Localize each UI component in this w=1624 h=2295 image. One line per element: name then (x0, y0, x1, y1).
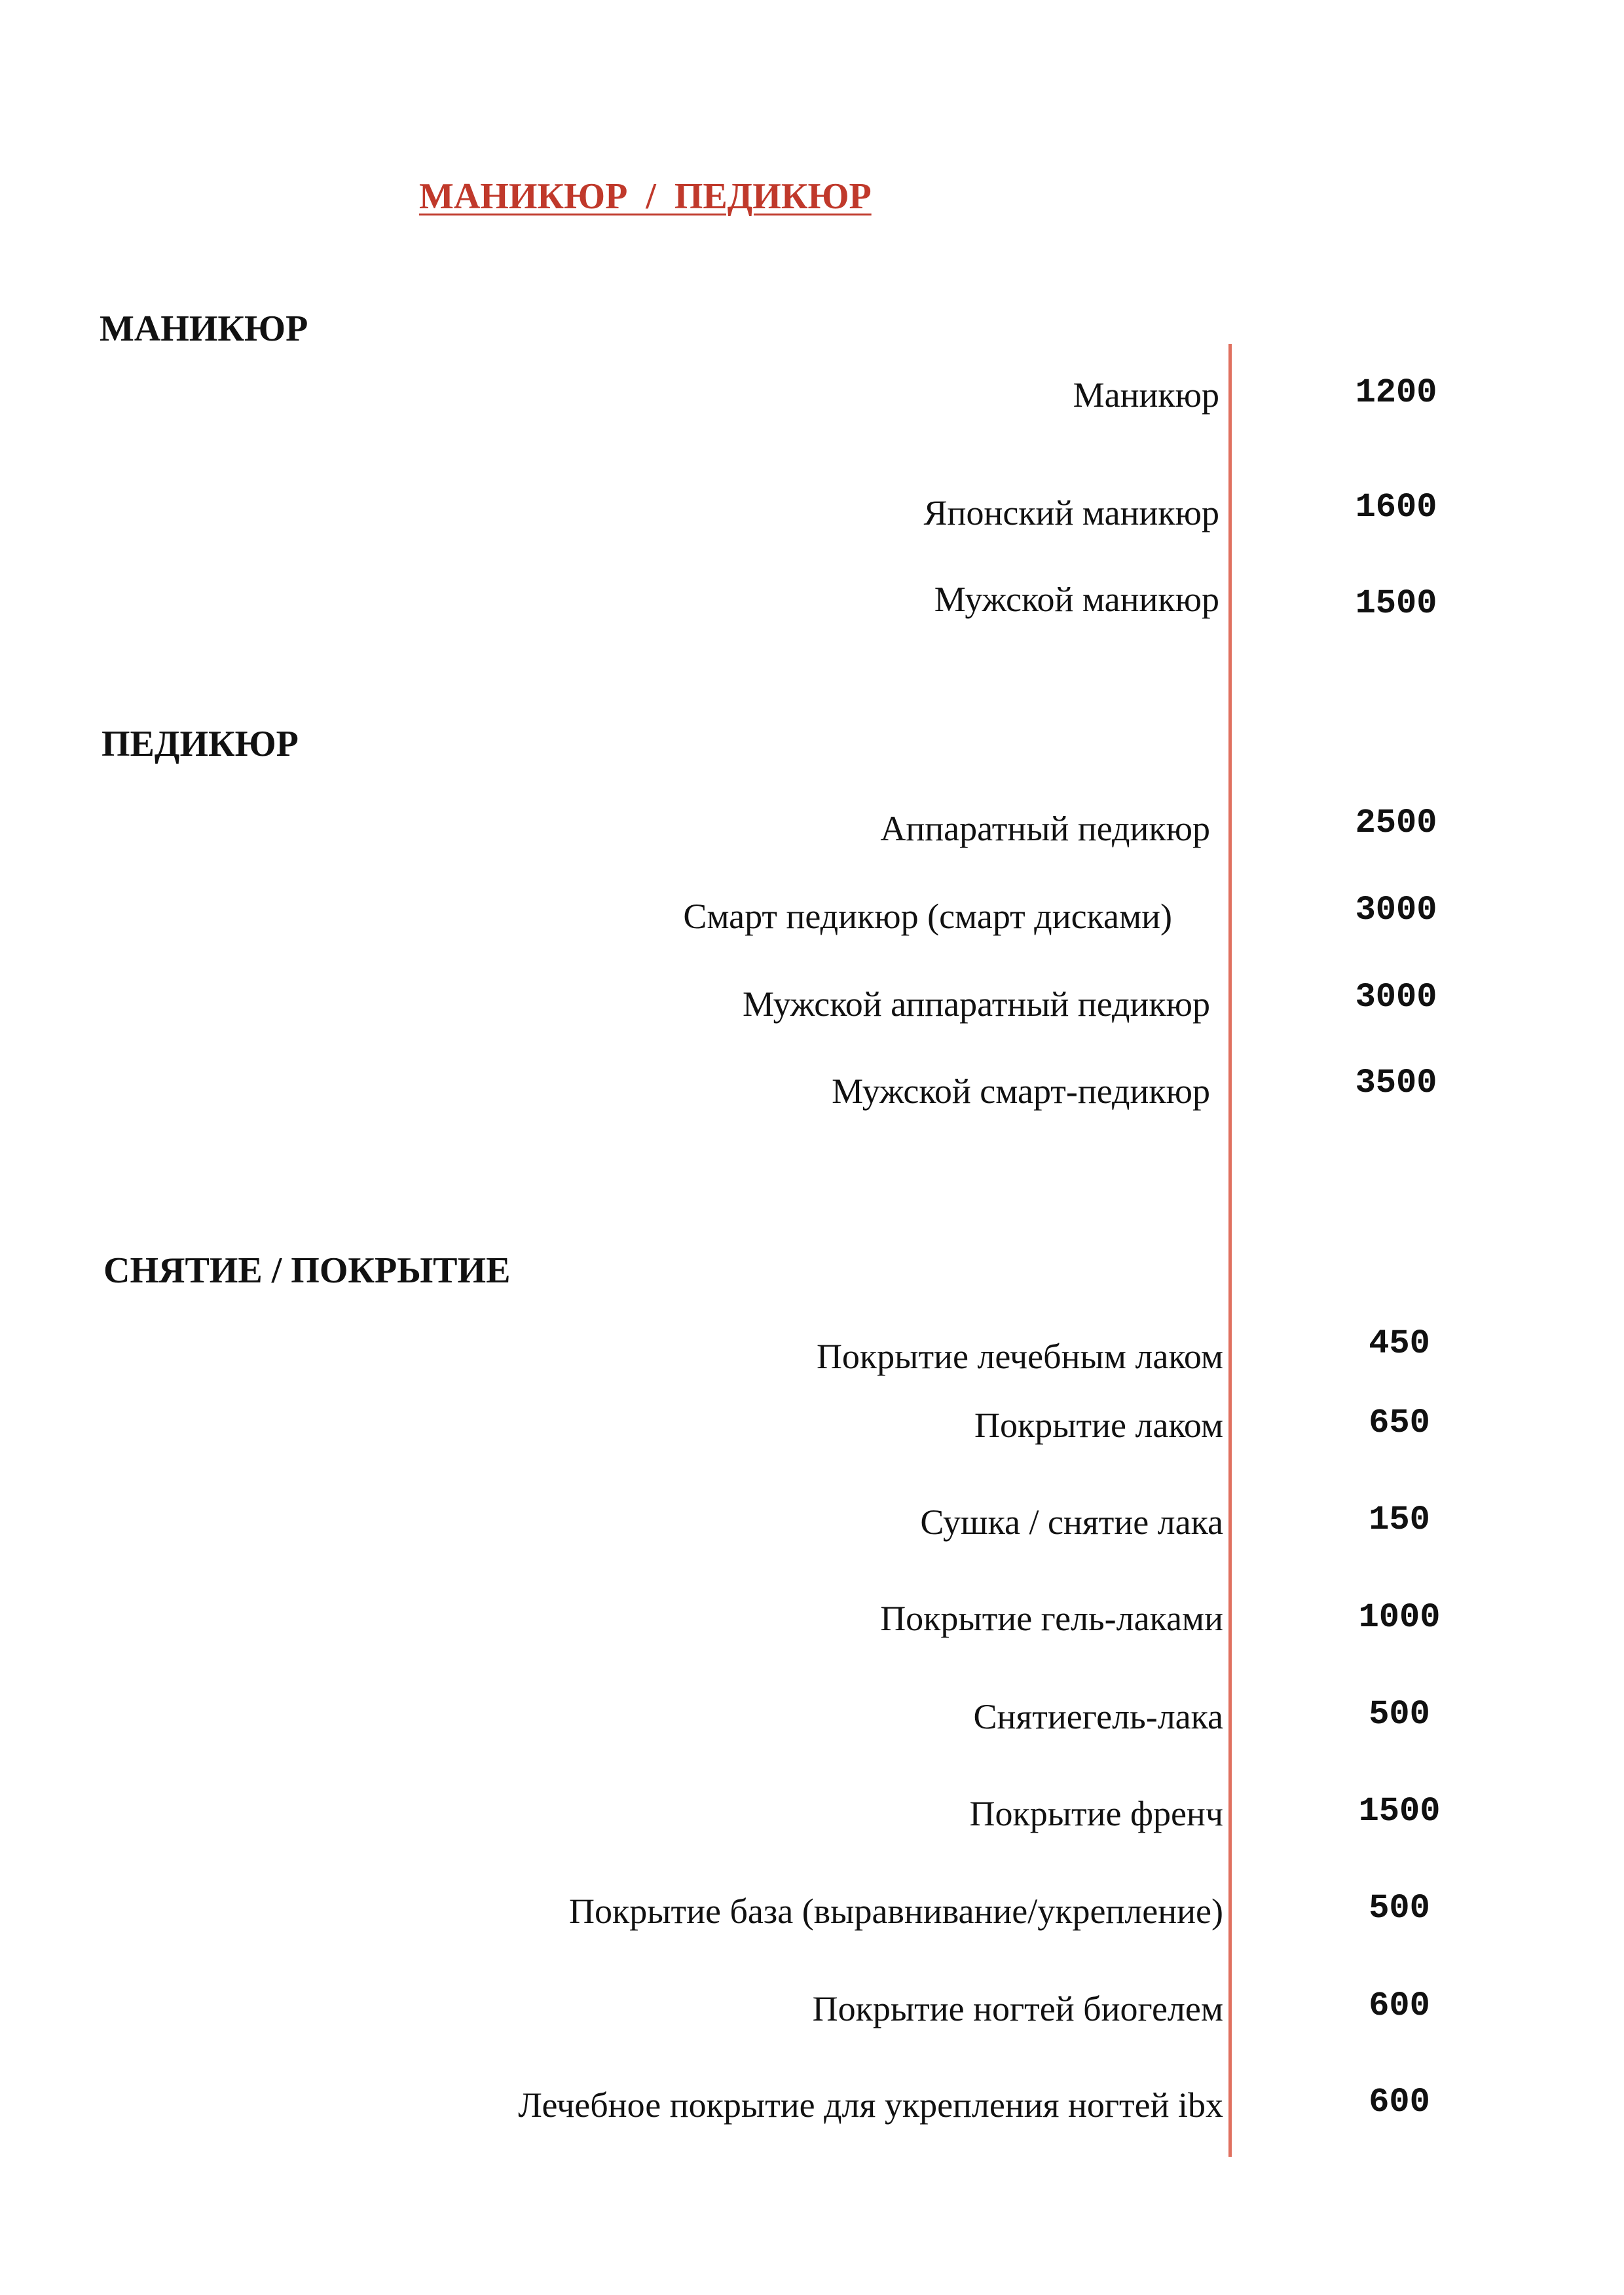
item-price: 450 (1369, 1324, 1430, 1363)
item-name: Сушка / снятие лака (920, 1502, 1223, 1542)
item-price: 3500 (1355, 1064, 1437, 1102)
item-name: Японский маникюр (923, 493, 1219, 532)
section-heading-manicure: МАНИКЮР (100, 308, 308, 349)
item-name: Покрытие база (выравнивание/укрепление) (568, 1892, 1223, 1931)
item-price: 1500 (1355, 584, 1437, 623)
item-name: Мужской смарт-педикюр (832, 1072, 1210, 1111)
item-price: 600 (1369, 2083, 1430, 2121)
item-name: Аппаратный педикюр (880, 809, 1210, 848)
item-price: 1000 (1358, 1598, 1441, 1637)
item-price: 1500 (1358, 1792, 1441, 1831)
item-price: 150 (1369, 1501, 1430, 1539)
item-price: 600 (1369, 1987, 1430, 2025)
item-name: Мужской аппаратный педикюр (742, 984, 1210, 1024)
item-name: Покрытие лечебным лаком (816, 1337, 1223, 1376)
item-name: Покрытие лаком (974, 1406, 1223, 1445)
item-price: 500 (1369, 1695, 1430, 1734)
item-name: Снятиегель-лака (973, 1697, 1223, 1736)
item-name: Маникюр (1073, 375, 1219, 415)
item-price: 650 (1369, 1404, 1430, 1442)
item-price: 3000 (1355, 978, 1437, 1017)
item-price: 2500 (1355, 804, 1437, 842)
column-divider (1228, 344, 1232, 2157)
item-name: Мужской маникюр (934, 580, 1219, 619)
item-name: 500 (1369, 1889, 1430, 1928)
item-name: Смарт педикюр (смарт дисками) (683, 897, 1172, 936)
item-price: 1600 (1355, 488, 1437, 527)
item-name: Покрытие френч (969, 1794, 1223, 1833)
page-title: МАНИКЮР / ПЕДИКЮР (419, 176, 872, 217)
item-name: Покрытие гель-лаками (880, 1599, 1223, 1638)
item-name: Лечебное покрытие для укрепления ногтей ibx (518, 2085, 1223, 2125)
item-price: 1200 (1355, 373, 1437, 412)
section-heading-removal-coating: СНЯТИЕ / ПОКРЫТИЕ (103, 1250, 511, 1291)
section-heading-pedicure: ПЕДИКЮР (101, 724, 299, 764)
item-name: Покрытие ногтей биогелем (812, 1989, 1223, 2028)
item-price: 3000 (1355, 891, 1437, 929)
